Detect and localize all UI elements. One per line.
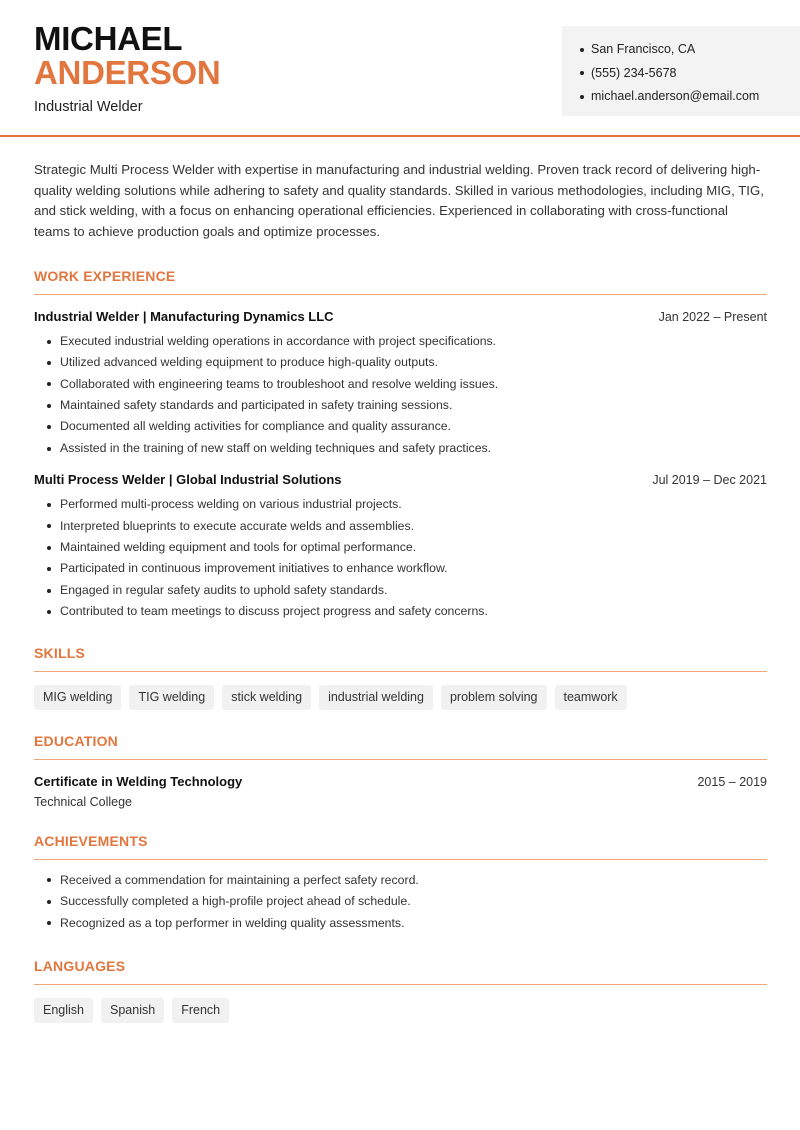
bullet-icon	[47, 878, 51, 882]
contact-box	[562, 26, 800, 116]
achievements-section	[34, 833, 767, 934]
bullet-icon	[580, 48, 584, 52]
contact-phone: (555) 234-5678	[580, 62, 800, 86]
resume-body	[34, 160, 767, 1023]
bullet-icon	[47, 589, 51, 593]
bullet-icon	[47, 610, 51, 614]
section-heading: LANGUAGES	[34, 958, 767, 985]
job-dates: Jul 2019 – Dec 2021	[652, 473, 767, 488]
list-item: Engaged in regular safety audits to uphold safety standards.	[34, 580, 767, 601]
language-tags	[34, 998, 767, 1023]
last-name: ANDERSON	[34, 54, 221, 91]
bullet-icon	[47, 340, 51, 344]
first-name: MICHAEL	[34, 20, 183, 57]
skill-tag: problem solving	[441, 685, 547, 710]
job-entry	[34, 309, 767, 459]
bullet-icon	[47, 921, 51, 925]
skill-tag: MIG welding	[34, 685, 121, 710]
bullet-icon	[47, 546, 51, 550]
skill-tags	[34, 685, 767, 710]
bullet-icon	[47, 382, 51, 386]
skill-tag: stick welding	[222, 685, 311, 710]
list-item: Documented all welding activities for compliance and quality assurance.	[34, 416, 767, 437]
list-item: Maintained safety standards and participated in safety training sessions.	[34, 395, 767, 416]
list-item: Assisted in the training of new staff on welding techniques and safety practices.	[34, 438, 767, 459]
language-tag: English	[34, 998, 93, 1023]
list-item: Participated in continuous improvement initiatives to enhance workflow.	[34, 558, 767, 579]
list-item: Executed industrial welding operations in accordance with project specifications.	[34, 331, 767, 352]
contact-location: San Francisco, CA	[580, 38, 800, 62]
bullet-icon	[47, 361, 51, 365]
bullet-icon	[47, 425, 51, 429]
job-heading: Multi Process Welder | Global Industrial Solutions	[34, 472, 342, 488]
list-item: Collaborated with engineering teams to troubleshoot and resolve welding issues.	[34, 374, 767, 395]
section-heading: EDUCATION	[34, 733, 767, 760]
job-dates: Jan 2022 – Present	[658, 309, 767, 324]
job-entry	[34, 472, 767, 622]
list-item: Contributed to team meetings to discuss project progress and safety concerns.	[34, 601, 767, 622]
list-item: Maintained welding equipment and tools for optimal performance.	[34, 537, 767, 558]
bullet-icon	[47, 524, 51, 528]
bullet-icon	[47, 503, 51, 507]
degree-title: Certificate in Welding Technology	[34, 773, 243, 789]
section-heading: ACHIEVEMENTS	[34, 833, 767, 860]
list-item: Interpreted blueprints to execute accurate welds and assemblies.	[34, 516, 767, 537]
education-section	[34, 733, 767, 809]
contact-email[interactable]: michael.anderson@email.com	[580, 85, 800, 109]
bullet-icon	[47, 404, 51, 408]
skills-section	[34, 645, 767, 710]
education-dates: 2015 – 2019	[697, 774, 767, 789]
education-entry	[34, 774, 767, 809]
bullet-icon	[580, 71, 584, 75]
list-item: Recognized as a top performer in welding quality assessments.	[34, 913, 767, 934]
bullet-icon	[47, 567, 51, 571]
skill-tag: teamwork	[555, 685, 627, 710]
list-item: Utilized advanced welding equipment to produce high-quality outputs.	[34, 352, 767, 373]
bullet-icon	[47, 900, 51, 904]
skill-tag: industrial welding	[319, 685, 433, 710]
candidate-name	[34, 22, 220, 90]
bullet-icon	[580, 95, 584, 99]
skill-tag: TIG welding	[129, 685, 214, 710]
bullet-icon	[47, 447, 51, 451]
languages-section	[34, 958, 767, 1023]
resume-header	[0, 0, 800, 137]
work-experience-section	[34, 268, 767, 623]
language-tag: French	[172, 998, 229, 1023]
list-item: Received a commendation for maintaining a perfect safety record.	[34, 870, 767, 891]
list-item: Performed multi-process welding on various industrial projects.	[34, 494, 767, 515]
language-tag: Spanish	[101, 998, 164, 1023]
job-title: Industrial Welder	[34, 99, 143, 115]
school-name: Technical College	[34, 794, 132, 809]
list-item: Successfully completed a high-profile project ahead of schedule.	[34, 891, 767, 912]
job-heading: Industrial Welder | Manufacturing Dynamics LLC	[34, 308, 334, 324]
section-heading: WORK EXPERIENCE	[34, 268, 767, 295]
section-heading: SKILLS	[34, 645, 767, 672]
summary: Strategic Multi Process Welder with expertise in manufacturing and industrial welding. Proven track record of delivering high-quality welding solutions while adhering to safety and quality standards. Skilled in various methodologies, including MIG, TIG, and stick welding, with a focus on enhancing operational efficiencies. Experienced in collaborating with cross-functional teams to achieve production goals and optimize processes.	[34, 162, 764, 240]
